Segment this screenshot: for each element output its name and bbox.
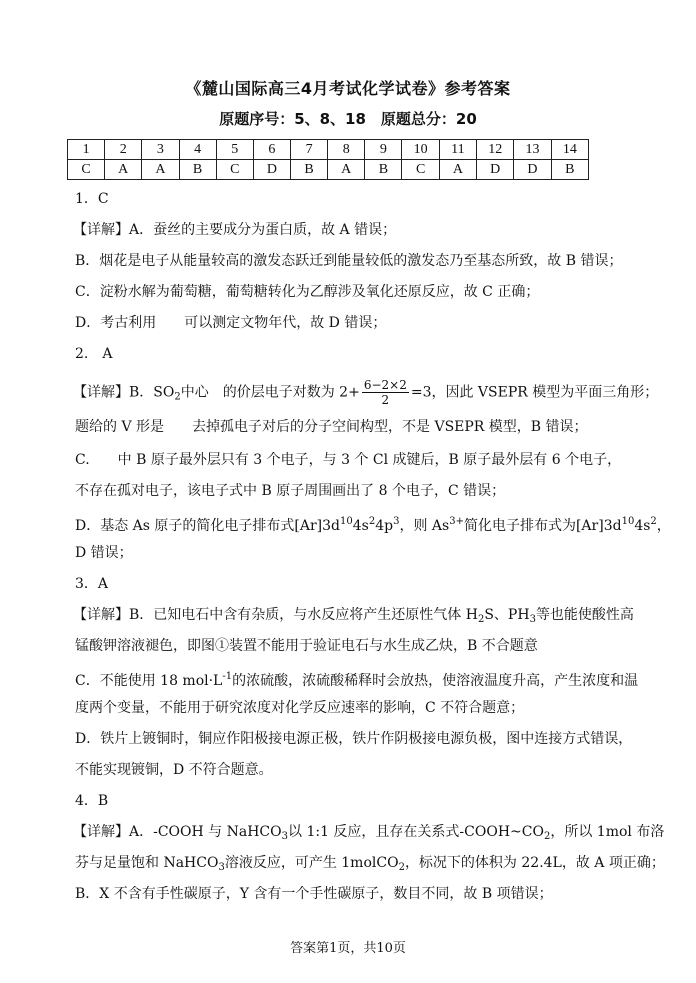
sub: 2 (398, 862, 405, 873)
t: C．不能使用 18 mol·L (75, 673, 223, 689)
t: 4s (634, 518, 651, 534)
answer-table-number-cell: 6 (253, 140, 290, 160)
q3-line-1 (73, 606, 634, 629)
sup: 3+ (449, 516, 464, 527)
sup: 10 (340, 516, 353, 527)
sub: 3 (281, 831, 288, 842)
q3-heading: 3．A (75, 576, 109, 592)
q3-line-4: 度两个变量，不能用于研究浓度对化学反应速率的影响，C 不符合题意； (75, 700, 525, 716)
t: 等也能使酸性高 (535, 607, 634, 623)
sub: 3 (529, 614, 536, 625)
q1-line-4: D．考古利用 可以测定文物年代，故 D 错误； (75, 315, 387, 331)
q2-line-5 (75, 513, 671, 535)
q3-line-5: D．铁片上镀铜时，铜应作阳极接电源正极，铁片作阴极接电源负极，图中连接方式错误， (75, 731, 633, 747)
q2-line-3: C. 中 B 原子最外层只有 3 个电子，与 3 个 Cl 成键后，B 原子最外层有 6 个电子， (75, 452, 622, 468)
t: D．基态 As 原子的简化电子排布式[Ar]3d (75, 518, 341, 534)
answer-table-number-cell: 2 (105, 140, 142, 160)
answer-table-number-cell: 7 (290, 140, 327, 160)
q2-line-2: 题给的 V 形是 去掉孤电子对后的分子空间构型，不是 VSEPR 模型，B 错误； (75, 419, 588, 435)
answer-table-number-cell: 10 (402, 140, 439, 160)
t: 溶液反应，可产生 1molCO (224, 855, 399, 871)
answer-table-number-cell: 1 (68, 140, 105, 160)
q3-line-2: 锰酸钾溶液褪色，即图①装置不能用于验证电石与水生成乙炔，B 不合题意 (75, 638, 538, 654)
answer-table-number-row (68, 140, 589, 160)
page-footer: 答案第1页，共10页 (290, 941, 406, 956)
answer-table-answer-cell: A (105, 160, 142, 180)
q3-line-3 (75, 668, 638, 690)
sub: 3 (218, 862, 225, 873)
answer-table-answer-cell: D (514, 160, 551, 180)
answer-table-answer-cell: A (142, 160, 179, 180)
q2-l1b: 中心 的价层电子对数为 2+ (180, 384, 360, 401)
sup: 10 (621, 516, 635, 527)
answer-table-answer-cell: D (477, 160, 514, 180)
answer-table-answer-cell: B (179, 160, 216, 180)
answer-table-number-cell: 3 (142, 140, 179, 160)
answer-table-answer-cell: B (365, 160, 402, 180)
answer-table-number-cell: 13 (514, 140, 551, 160)
answer-table-number-cell: 4 (179, 140, 216, 160)
q2-heading: 2. A (75, 346, 113, 362)
answer-table-answer-cell: C (68, 160, 105, 180)
page-title: 《麓山国际高三4月考试化学试卷》参考答案 (185, 79, 511, 98)
t: ，所以 1mol 布洛 (550, 824, 665, 840)
page-subtitle: 原题序号：5、8、18 原题总分：20 (219, 110, 477, 128)
t: 4s (352, 518, 369, 534)
answer-table (67, 139, 589, 180)
answer-table-answer-cell: B (551, 160, 588, 180)
q2-line-4: 不存在孤对电子，该电子式中 B 原子周围画出了 8 个电子，C 错误； (75, 483, 506, 499)
answer-table-number-cell: 8 (328, 140, 365, 160)
fraction-denominator: 2 (381, 393, 390, 407)
answer-table-answer-cell: B (290, 160, 327, 180)
sub: 2 (477, 614, 485, 625)
sub: 2 (543, 831, 551, 842)
t: 【详解】B．已知电石中含有杂质，与水反应将产生还原性气体 H (73, 607, 478, 623)
answer-table-answer-cell: D (253, 160, 290, 180)
q2-line-6: D 错误； (75, 545, 133, 561)
answer-table-number-cell: 12 (477, 140, 514, 160)
answer-table-number-cell: 5 (216, 140, 253, 160)
t: 【详解】A．-COOH 与 NaHCO (73, 824, 282, 840)
q4-line-3: B．X 不含有手性碳原子，Y 含有一个手性碳原子，数目不同，故 B 项错误； (75, 886, 553, 902)
answer-table-answer-cell: A (439, 160, 476, 180)
q4-line-1 (73, 823, 664, 846)
q2-line-1 (73, 378, 658, 407)
answer-table-answer-cell: C (216, 160, 253, 180)
answer-table-number-cell: 11 (439, 140, 476, 160)
q1-line-2: B．烟花是电子从能量较高的激发态跃迁到能量较低的激发态乃至基态所致，故 B 错误； (75, 253, 623, 269)
sup: 2 (650, 516, 657, 527)
q1-line-3: C．淀粉水解为葡萄糖，葡萄糖转化为乙醇涉及氧化还原反应，故 C 正确； (75, 284, 540, 300)
answer-table-number-cell: 9 (365, 140, 402, 160)
t: 4p (375, 518, 394, 534)
answer-table-number-cell: 14 (551, 140, 588, 160)
q2-l1-sub: 2 (174, 391, 181, 403)
q4-line-2 (75, 854, 665, 877)
t: ， (656, 518, 671, 534)
answer-table-answer-row (68, 160, 589, 180)
t: 芬与足量饱和 NaHCO (75, 855, 219, 871)
q2-fraction (362, 378, 409, 407)
q2-l1c: =3，因此 VSEPR 模型为平面三角形； (410, 384, 659, 401)
t: S、PH (484, 607, 530, 623)
t: ，标况下的体积为 22.4L，故 A 项正确； (404, 855, 665, 871)
q3-line-6: 不能实现镀铜，D 不符合题意。 (75, 762, 273, 778)
t: 以 1:1 反应，且存在关系式-COOH~CO (288, 824, 544, 840)
q2-l1a: 【详解】B．SO (73, 384, 175, 401)
sup: 2 (368, 516, 376, 527)
sup: -1 (222, 671, 233, 682)
answer-table-answer-cell: A (328, 160, 365, 180)
fraction-numerator: 6−2×2 (363, 378, 407, 392)
t: 的浓硫酸，浓硫酸稀释时会放热，使溶液温度升高，产生浓度和温 (232, 673, 639, 689)
t: ，则 As (399, 518, 450, 534)
answer-table-answer-cell: C (402, 160, 439, 180)
q1-line-1: 【详解】A．蚕丝的主要成分为蛋白质，故 A 错误； (73, 222, 397, 238)
t: 简化电子排布式为[Ar]3d (463, 518, 622, 534)
q4-heading: 4．B (75, 793, 109, 809)
q1-heading: 1．C (75, 191, 109, 207)
sup: 3 (393, 516, 400, 527)
